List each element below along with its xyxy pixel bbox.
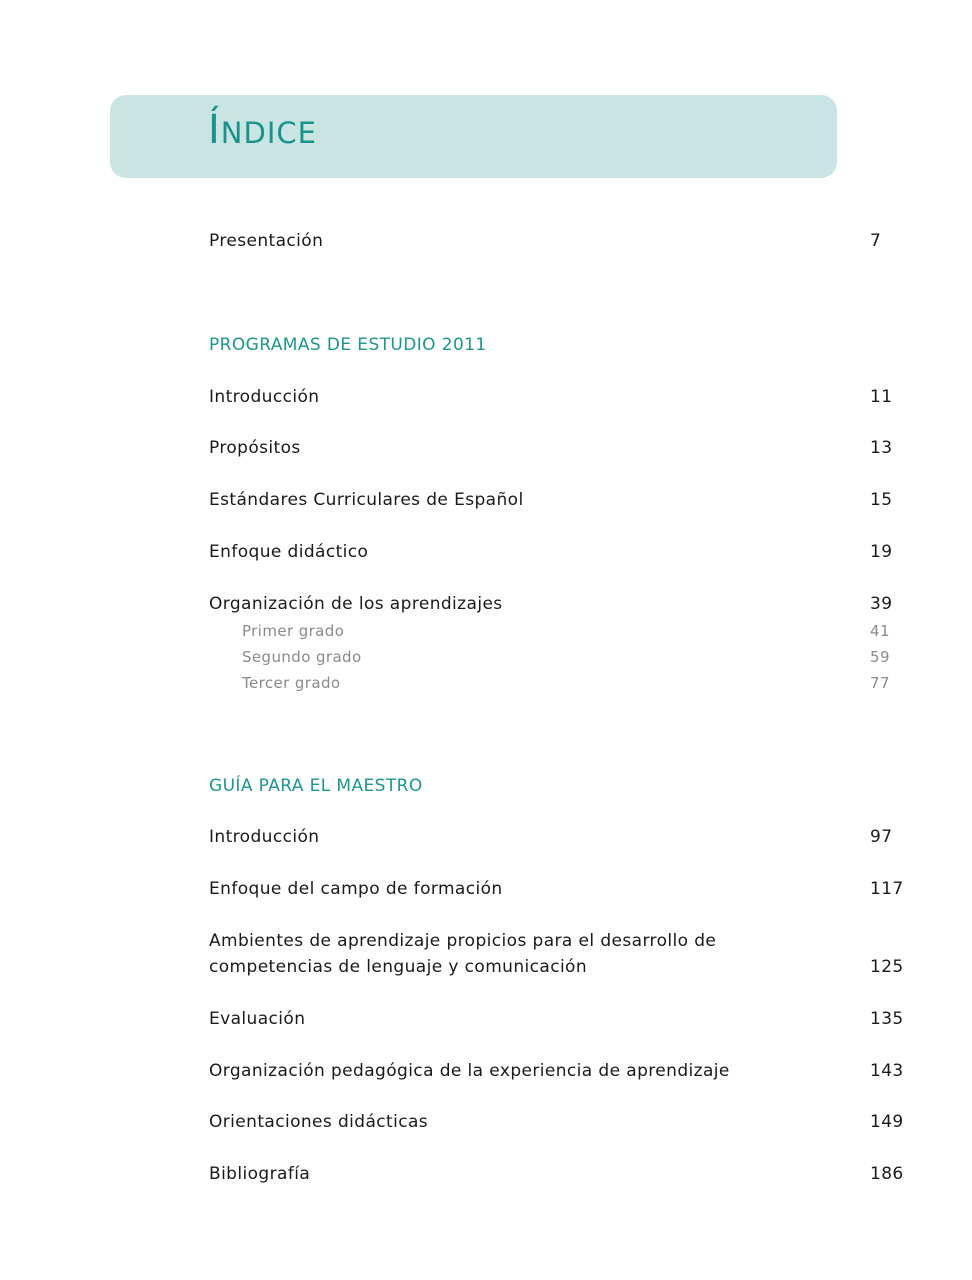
toc-entry[interactable]: Enfoque del campo de formación [209, 879, 503, 899]
toc-page-number: 11 [870, 387, 893, 407]
toc-page-number: 41 [870, 622, 890, 640]
toc-entry[interactable]: Evaluación [209, 1009, 306, 1029]
toc-page-number: 13 [870, 438, 893, 458]
toc-page-number: 39 [870, 594, 893, 614]
toc-page-number: 143 [870, 1061, 904, 1081]
toc-entry-continuation[interactable]: competencias de lenguaje y comunicación [209, 957, 588, 977]
toc-subentry[interactable]: Primer grado [242, 622, 345, 640]
toc-page-number: 19 [870, 542, 893, 562]
toc-entry[interactable]: Organización de los aprendizajes [209, 594, 503, 614]
toc-page-number: 149 [870, 1112, 904, 1132]
toc-entry[interactable]: Enfoque didáctico [209, 542, 369, 562]
toc-entry[interactable]: Orientaciones didácticas [209, 1112, 429, 1132]
toc-entry[interactable]: Propósitos [209, 438, 301, 458]
toc-entry[interactable]: Estándares Curriculares de Español [209, 490, 524, 510]
section-heading: PROGRAMAS DE ESTUDIO 2011 [209, 335, 487, 355]
toc-entry-presentacion[interactable]: Presentación [209, 231, 324, 251]
toc-page-number: 186 [870, 1164, 904, 1184]
toc-entry[interactable]: Ambientes de aprendizaje propicios para el desarrollo de [209, 931, 717, 951]
toc-subentry[interactable]: Tercer grado [242, 674, 341, 692]
toc-entry[interactable]: Introducción [209, 387, 320, 407]
toc-page-number: 97 [870, 827, 893, 847]
toc-entry[interactable]: Introducción [209, 827, 320, 847]
toc-page-number: 125 [870, 957, 904, 977]
header-band [110, 95, 837, 178]
toc-page-number: 135 [870, 1009, 904, 1029]
toc-page-number: 7 [870, 231, 882, 251]
toc-entry[interactable]: Organización pedagógica de la experiencia de aprendizaje [209, 1061, 730, 1081]
section-heading: GUÍA PARA EL MAESTRO [209, 776, 423, 796]
toc-page-number: 15 [870, 490, 893, 510]
toc-page-number: 77 [870, 674, 890, 692]
toc-page-number: 59 [870, 648, 890, 666]
page-title: ÍNDICE [208, 107, 317, 153]
toc-page-number: 117 [870, 879, 904, 899]
toc-subentry[interactable]: Segundo grado [242, 648, 362, 666]
toc-entry[interactable]: Bibliografía [209, 1164, 311, 1184]
